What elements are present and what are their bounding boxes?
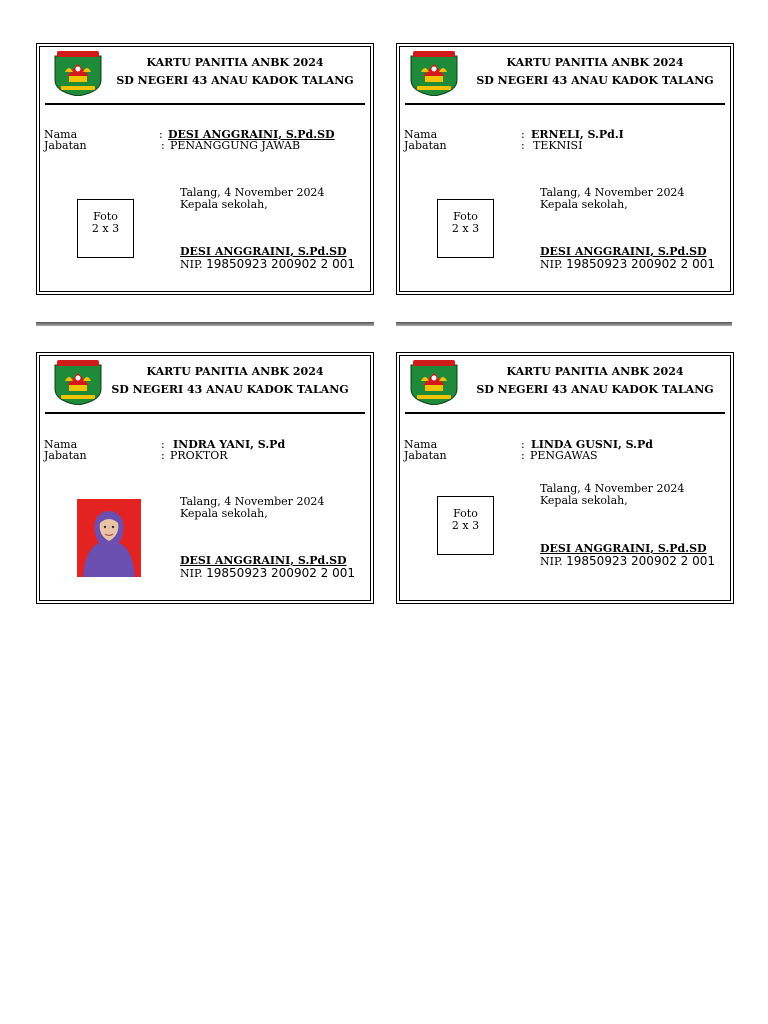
member-role: PENANGGUNG JAWAB	[170, 139, 301, 152]
card-title: KARTU PANITIA ANBK 2024	[146, 365, 324, 378]
photo-placeholder	[437, 496, 494, 555]
place-date: Talang, 4 November 2024	[540, 186, 685, 199]
school-logo-icon	[409, 359, 459, 405]
school-name: SD NEGERI 43 ANAU KADOK TALANG	[116, 74, 354, 87]
member-name: DESI ANGGRAINI, S.Pd.SD	[168, 128, 335, 141]
colon: :	[521, 139, 525, 152]
committee-card-2	[396, 43, 734, 295]
principal-name: DESI ANGGRAINI, S.Pd.SD	[540, 245, 707, 258]
nip-number: 19850923 200902 2 001	[566, 257, 716, 271]
member-name: INDRA YANI, S.Pd	[173, 438, 286, 451]
nip-label: NIP.	[540, 555, 563, 568]
photo-placeholder	[437, 199, 494, 258]
principal-title: Kepala sekolah,	[540, 198, 628, 211]
member-role: PENGAWAS	[530, 449, 598, 462]
photo-placeholder-label: Foto	[453, 507, 478, 520]
divider	[405, 103, 725, 105]
colon: :	[161, 449, 165, 462]
principal-nip	[540, 257, 715, 271]
place-date: Talang, 4 November 2024	[180, 186, 325, 199]
photo-placeholder-size: 2 x 3	[451, 222, 480, 235]
principal-nip	[540, 554, 715, 568]
principal-title: Kepala sekolah,	[540, 494, 628, 507]
school-name: SD NEGERI 43 ANAU KADOK TALANG	[476, 74, 714, 87]
colon: :	[521, 438, 525, 451]
colon: :	[521, 449, 525, 462]
committee-card-3	[36, 352, 374, 604]
cut-line	[36, 322, 374, 326]
place-date: Talang, 4 November 2024	[540, 482, 685, 495]
nama-label: Nama	[404, 128, 438, 141]
nip-number: 19850923 200902 2 001	[206, 257, 356, 271]
member-role: PROKTOR	[170, 449, 228, 462]
principal-name: DESI ANGGRAINI, S.Pd.SD	[540, 542, 707, 555]
school-logo-icon	[53, 359, 103, 405]
jabatan-label: Jabatan	[44, 449, 87, 462]
place-date: Talang, 4 November 2024	[180, 495, 325, 508]
colon: :	[159, 128, 163, 141]
school-logo-icon	[53, 50, 103, 96]
principal-name: DESI ANGGRAINI, S.Pd.SD	[180, 245, 347, 258]
jabatan-label: Jabatan	[404, 449, 447, 462]
jabatan-label: Jabatan	[404, 139, 447, 152]
cut-line	[396, 322, 732, 326]
divider	[405, 412, 725, 414]
card-title: KARTU PANITIA ANBK 2024	[506, 56, 684, 69]
card-title: KARTU PANITIA ANBK 2024	[506, 365, 684, 378]
photo-placeholder-size: 2 x 3	[91, 222, 120, 235]
photo-placeholder-label: Foto	[453, 210, 478, 223]
nip-label: NIP.	[540, 258, 563, 271]
member-photo	[77, 499, 141, 577]
member-name: LINDA GUSNI, S.Pd	[531, 438, 653, 451]
school-name: SD NEGERI 43 ANAU KADOK TALANG	[111, 383, 349, 396]
committee-card-4	[396, 352, 734, 604]
photo-placeholder-label: Foto	[93, 210, 118, 223]
principal-nip	[180, 257, 355, 271]
colon: :	[521, 128, 525, 141]
school-name: SD NEGERI 43 ANAU KADOK TALANG	[476, 383, 714, 396]
principal-name: DESI ANGGRAINI, S.Pd.SD	[180, 554, 347, 567]
divider	[45, 103, 365, 105]
school-logo-icon	[409, 50, 459, 96]
divider	[45, 412, 365, 414]
member-name: ERNELI, S.Pd.I	[531, 128, 624, 141]
jabatan-label: Jabatan	[44, 139, 87, 152]
nip-label: NIP.	[180, 258, 203, 271]
principal-title: Kepala sekolah,	[180, 507, 268, 520]
photo-placeholder	[77, 199, 134, 258]
nama-label: Nama	[44, 438, 78, 451]
nama-label: Nama	[404, 438, 438, 451]
colon: :	[161, 438, 165, 451]
nip-number: 19850923 200902 2 001	[206, 566, 356, 580]
card-title: KARTU PANITIA ANBK 2024	[146, 56, 324, 69]
nip-label: NIP.	[180, 567, 203, 580]
principal-title: Kepala sekolah,	[180, 198, 268, 211]
photo-placeholder-size: 2 x 3	[451, 519, 480, 532]
member-role: TEKNISI	[533, 139, 583, 152]
colon: :	[161, 139, 165, 152]
nama-label: Nama	[44, 128, 78, 141]
principal-nip	[180, 566, 355, 580]
committee-card-1	[36, 43, 374, 295]
nip-number: 19850923 200902 2 001	[566, 554, 716, 568]
